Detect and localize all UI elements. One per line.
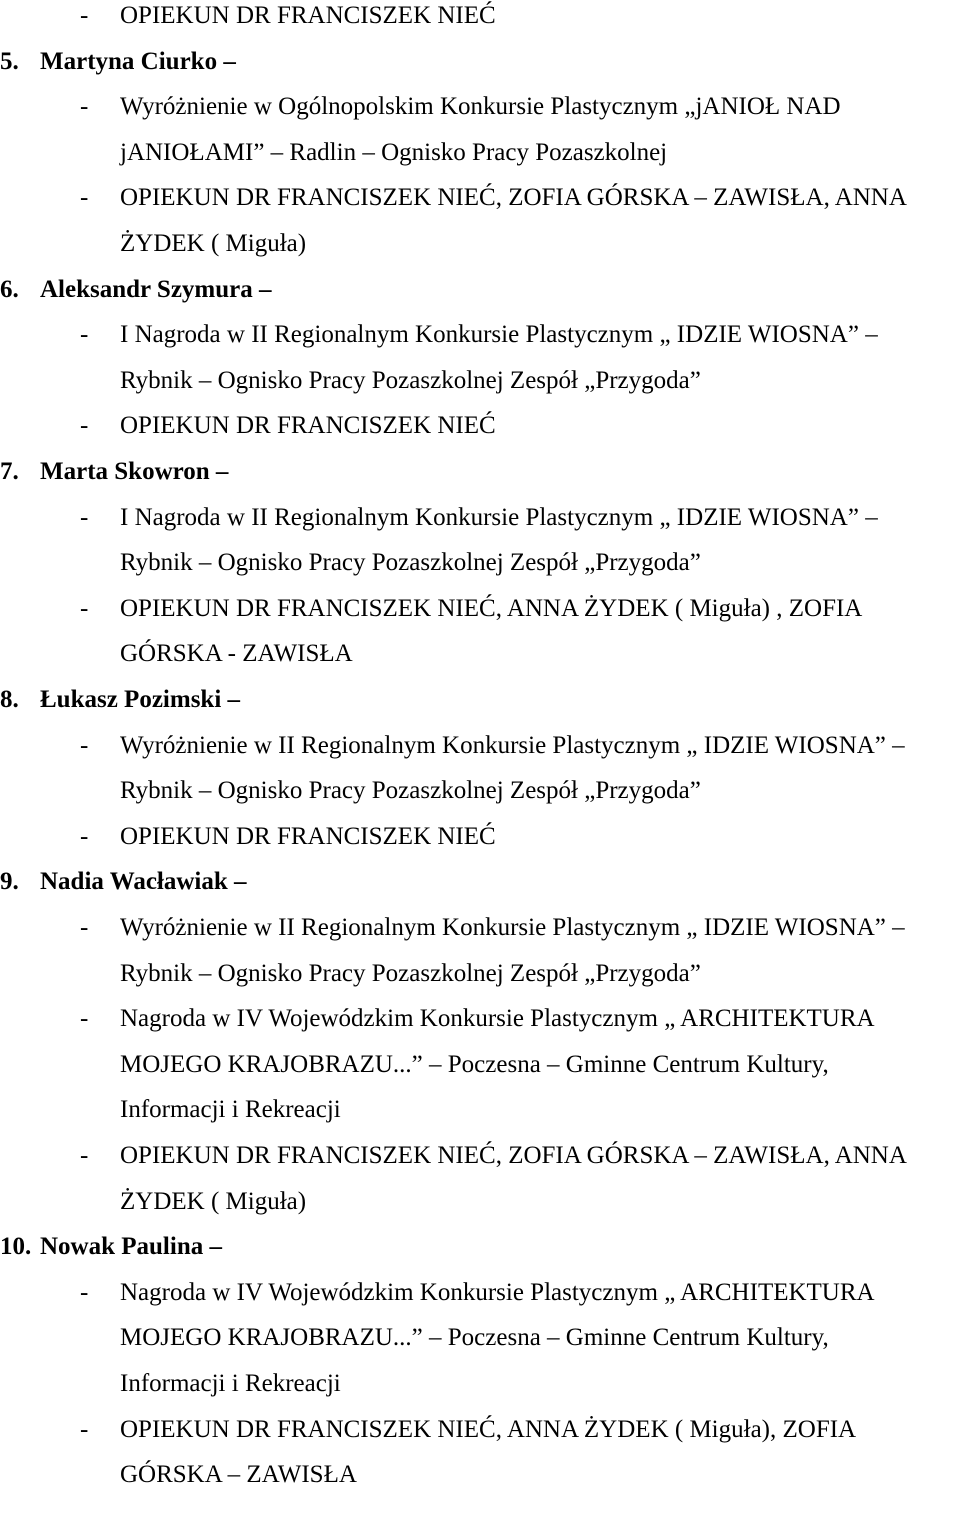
list-item-text: OPIEKUN DR FRANCISZEK NIEĆ, ZOFIA GÓRSKA – ZAWISŁA, ANNA	[120, 184, 907, 212]
entry-number: 8.	[0, 686, 19, 713]
list-item-text: OPIEKUN DR FRANCISZEK NIEĆ, ZOFIA GÓRSKA – ZAWISŁA, ANNA	[120, 1142, 907, 1169]
bullet-dash: -	[80, 1005, 89, 1033]
list-item-continuation	[120, 221, 306, 267]
list-item-continuation	[120, 540, 701, 586]
list-item-text: Nagroda w IV Wojewódzkim Konkursie Plastycznym „ ARCHITEKTURA	[120, 1278, 875, 1306]
bullet-dash: -	[80, 914, 89, 941]
continuation-text: Rybnik – Ognisko Pracy Pozaszkolnej Zespół „Przygoda”	[120, 959, 701, 987]
entry-name: Łukasz Pozimski –	[40, 686, 241, 713]
entry-number: 10.	[0, 1233, 32, 1261]
list-item-continuation	[120, 1361, 341, 1407]
bullet-dash: -	[80, 1142, 89, 1169]
list-item-text: OPIEKUN DR FRANCISZEK NIEĆ, ANNA ŻYDEK ( Miguła) , ZOFIA	[120, 594, 863, 622]
bullet-dash: -	[80, 503, 89, 531]
entry-name: Martyna Ciurko –	[40, 47, 236, 75]
continuation-text: Rybnik – Ognisko Pracy Pozaszkolnej Zespół „Przygoda”	[120, 549, 701, 577]
entry-name: Nadia Wacławiak –	[40, 868, 247, 896]
bullet-dash: -	[80, 594, 89, 622]
list-item-continuation	[120, 1042, 829, 1088]
bullet-dash: -	[80, 731, 89, 759]
bullet-dash: -	[80, 2, 89, 29]
entry-number: 6.	[0, 275, 19, 303]
entry-name: Aleksandr Szymura –	[40, 275, 272, 303]
list-item-continuation	[120, 1179, 306, 1225]
list-item-continuation	[120, 1452, 357, 1498]
list-item-text: Wyróżnienie w II Regionalnym Konkursie Plastycznym „ IDZIE WIOSNA” –	[120, 731, 905, 759]
bullet-dash: -	[80, 1278, 89, 1306]
list-item-text: Wyróżnienie w Ogólnopolskim Konkursie Plastycznym „jANIOŁ NAD	[120, 93, 841, 121]
list-item-text: OPIEKUN DR FRANCISZEK NIEĆ	[120, 412, 496, 440]
list-item-text: OPIEKUN DR FRANCISZEK NIEĆ, ANNA ŻYDEK ( Miguła), ZOFIA	[120, 1415, 857, 1443]
bullet-dash: -	[80, 822, 89, 850]
list-item-continuation	[120, 768, 701, 814]
continuation-text: GÓRSKA - ZAWISŁA	[120, 640, 353, 668]
bullet-dash: -	[80, 1415, 89, 1443]
bullet-dash: -	[80, 412, 89, 440]
continuation-text: Informacji i Rekreacji	[120, 1370, 341, 1397]
list-item-text: OPIEKUN DR FRANCISZEK NIEĆ	[120, 2, 496, 29]
list-item-continuation	[120, 631, 353, 677]
list-item-continuation	[120, 1087, 341, 1133]
continuation-text: MOJEGO KRAJOBRAZU...” – Poczesna – Gminne Centrum Kultury,	[120, 1050, 829, 1078]
list-item-continuation	[120, 951, 701, 997]
continuation-text: ŻYDEK ( Miguła)	[120, 230, 307, 257]
continuation-text: ŻYDEK ( Miguła)	[120, 1187, 307, 1215]
entry-name: Marta Skowron –	[40, 458, 229, 485]
continuation-text: MOJEGO KRAJOBRAZU...” – Poczesna – Gminne Centrum Kultury,	[120, 1324, 829, 1352]
entry-name: Nowak Paulina –	[40, 1233, 222, 1261]
bullet-dash: -	[80, 321, 89, 349]
continuation-text: jANIOŁAMI” – Radlin – Ognisko Pracy Pozaszkolnej	[120, 138, 668, 166]
continuation-text: Rybnik – Ognisko Pracy Pozaszkolnej Zespół „Przygoda”	[120, 777, 701, 805]
entry-number: 9.	[0, 868, 19, 896]
list-item-text: OPIEKUN DR FRANCISZEK NIEĆ	[120, 822, 496, 850]
list-item-continuation	[120, 130, 667, 176]
list-item-continuation	[120, 358, 701, 404]
continuation-text: GÓRSKA – ZAWISŁA	[120, 1461, 357, 1489]
list-item-text: I Nagroda w II Regionalnym Konkursie Plastycznym „ IDZIE WIOSNA” –	[120, 503, 878, 531]
bullet-dash: -	[80, 93, 89, 121]
list-item-text: I Nagroda w II Regionalnym Konkursie Plastycznym „ IDZIE WIOSNA” –	[120, 321, 878, 349]
bullet-dash: -	[80, 184, 89, 212]
continuation-text: Rybnik – Ognisko Pracy Pozaszkolnej Zespół „Przygoda”	[120, 366, 701, 394]
continuation-text: Informacji i Rekreacji	[120, 1096, 341, 1124]
entry-number: 5.	[0, 47, 19, 75]
list-item-text: Nagroda w IV Wojewódzkim Konkursie Plastycznym „ ARCHITEKTURA	[120, 1005, 875, 1033]
entry-number: 7.	[0, 458, 19, 485]
list-item-text: Wyróżnienie w II Regionalnym Konkursie Plastycznym „ IDZIE WIOSNA” –	[120, 914, 905, 941]
list-item-continuation	[120, 1315, 829, 1361]
